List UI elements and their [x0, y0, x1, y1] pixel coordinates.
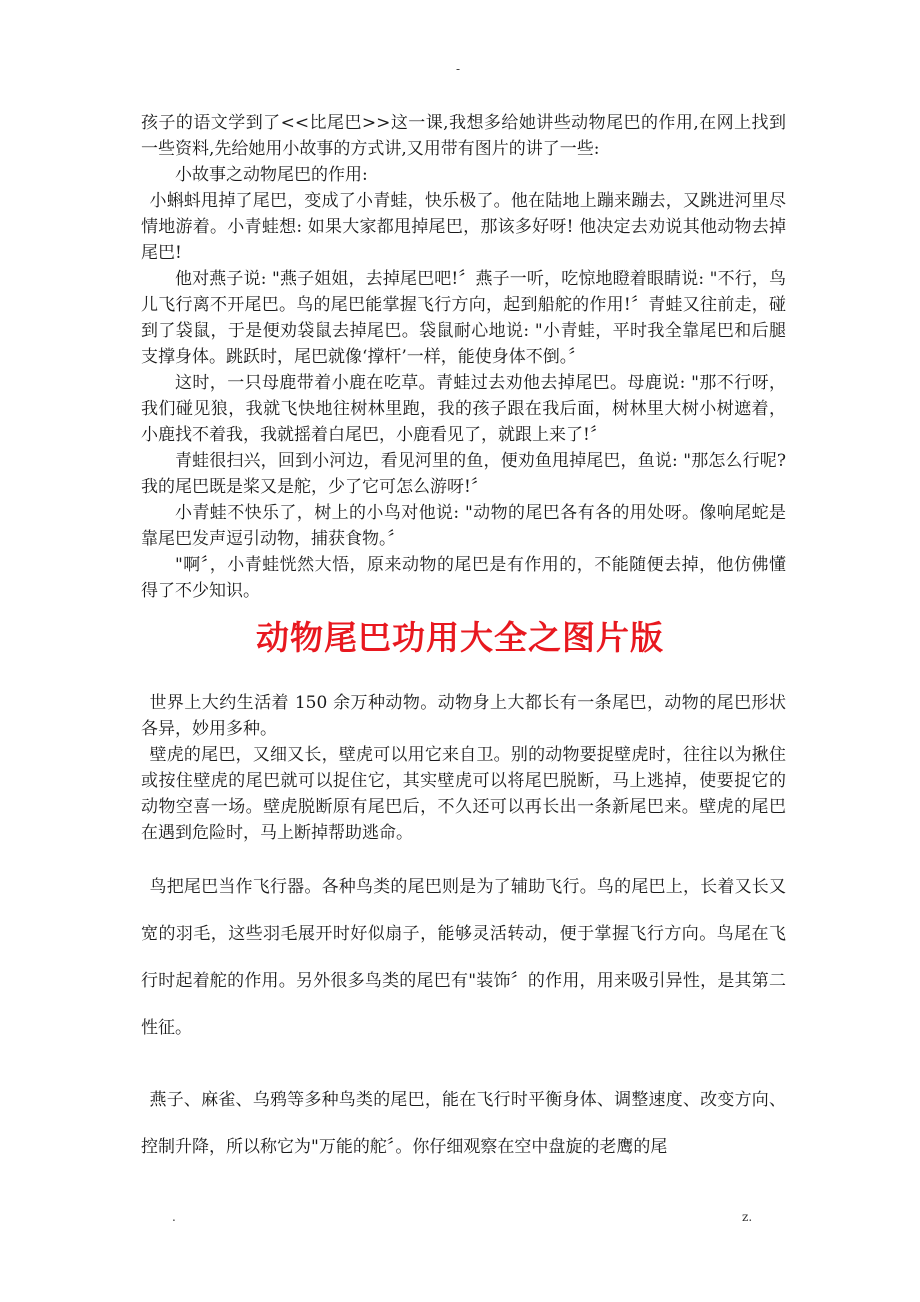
- footer-left-mark: .: [172, 1210, 176, 1224]
- facts-section: [141, 690, 786, 846]
- swallows-section: [141, 1077, 786, 1171]
- birds-paragraph: 鸟把尾巴当作飞行器。各种鸟类的尾巴则是为了辅助飞行。鸟的尾巴上，长着又长又宽的羽毛，这些羽毛展开时好似扇子，能够灵活转动，便于掌握飞行方向。鸟尾在飞行时起着舵的作用。另外很多鸟类的尾巴有"装饰〞的作用，用来吸引异性，是其第二性征。: [141, 877, 786, 1038]
- story-paragraph: 这时，一只母鹿带着小鹿在吃草。青蛙过去劝他去掉尾巴。母鹿说: "那不行呀，我们碰见狼，我就飞快地往树林里跑，我的孩子跟在我后面，树林里大树小树遮着，小鹿找不着我，我就摇着白尾巴，小鹿看见了，就跟上来了!〞: [141, 373, 786, 445]
- story-section: [141, 110, 786, 604]
- swallows-paragraph: 燕子、麻雀、乌鸦等多种鸟类的尾巴，能在飞行时平衡身体、调整速度、改变方向、控制升降，所以称它为"万能的舵〞。你仔细观察在空中盘旋的老鹰的尾: [141, 1090, 786, 1157]
- page-header-mark: -: [456, 62, 461, 76]
- story-heading: 小故事之动物尾巴的作用:: [175, 165, 368, 185]
- story-paragraph: 小青蛙不快乐了，树上的小鸟对他说: "动物的尾巴各有各的用处呀。像响尾蛇是靠尾巴发声逗引动物，捕获食物。〞: [141, 503, 786, 549]
- story-paragraph: "啊〞，小青蛙恍然大悟，原来动物的尾巴是有作用的，不能随便去掉，他仿佛懂得了不少知识。: [141, 555, 786, 601]
- fact-paragraph: 壁虎的尾巴，又细又长，壁虎可以用它来自卫。别的动物要捉壁虎时，往往以为揪住或按住壁虎的尾巴就可以捉住它，其实壁虎可以将尾巴脱断，马上逃掉，使要捉它的动物空喜一场。壁虎脱断原有尾巴后，不久还可以再长出一条新尾巴来。壁虎的尾巴在遇到危险时，马上断掉帮助逃命。: [141, 745, 786, 843]
- fact-paragraph: 世界上大约生活着 150 余万种动物。动物身上大都长有一条尾巴，动物的尾巴形状各异，妙用多种。: [141, 693, 786, 739]
- intro-paragraph: 孩子的语文学到了<<比尾巴>>这一课,我想多给她讲些动物尾巴的作用,在网上找到一些资料,先给她用小故事的方式讲,又用带有图片的讲了一些:: [141, 113, 786, 159]
- birds-section: [141, 864, 786, 1052]
- story-paragraph: 小蝌蚪甩掉了尾巴，变成了小青蛙，快乐极了。他在陆地上蹦来蹦去，又跳进河里尽情地游着。小青蛙想: 如果大家都甩掉尾巴，那该多好呀! 他决定去劝说其他动物去掉尾巴!: [141, 191, 786, 263]
- story-paragraph: 他对燕子说: "燕子姐姐，去掉尾巴吧!〞燕子一听，吃惊地瞪着眼睛说: "不行，鸟儿飞行离不开尾巴。鸟的尾巴能掌握飞行方向，起到船舵的作用!〞青蛙又往前走，碰到了袋鼠，于是便劝袋鼠去掉尾巴。袋鼠耐心地说: "小青蛙，平时我全靠尾巴和后腿支撑身体。跳跃时，尾巴就像‘撑杆’一样，能使身体不倒。〞: [141, 269, 786, 367]
- footer-right-mark: z.: [742, 1210, 753, 1224]
- story-paragraph: 青蛙很扫兴，回到小河边，看见河里的鱼，便劝鱼甩掉尾巴，鱼说: "那怎么行呢? 我的尾巴既是桨又是舵，少了它可怎么游呀!〞: [141, 451, 786, 497]
- page-title: 动物尾巴功用大全之图片版: [256, 618, 664, 657]
